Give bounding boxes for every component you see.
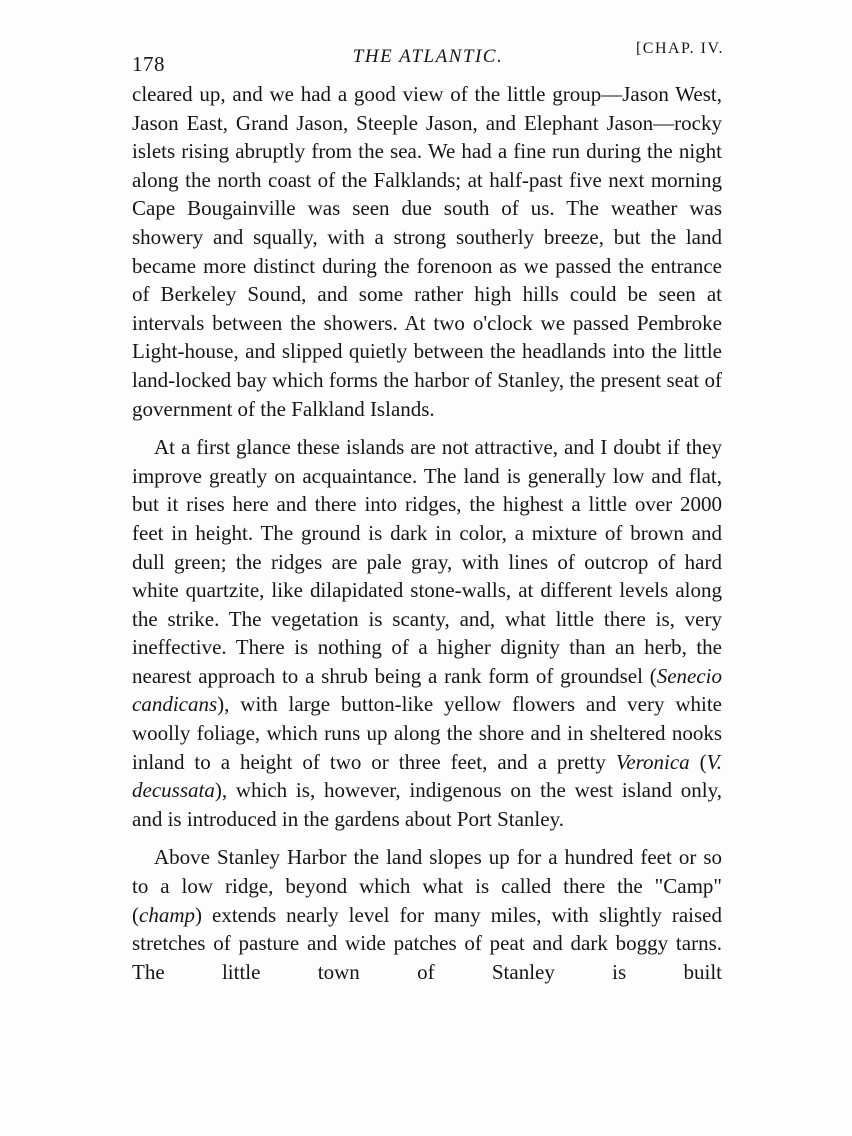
paragraph-2	[132, 433, 722, 833]
page-number: 178	[132, 52, 165, 76]
paragraph-text: At a first glance these islands are not attractive, and I doubt if they improve greatly on acquaintance. The land is generally low and flat, but it rises here and there into ridges, the highest a little over 2000 feet in height. The ground is dark in color, a mixture of brown and dull green; the ridges are pale gray, with lines of outcrop of hard white quartzite, like dilapidated stone-walls, at different levels along the strike. The vegetation is scanty, and, what little there is, very ineffective. There is nothing of a higher dignity than an herb, the nearest approach to a shrub being a rank form of groundsel (	[132, 435, 722, 688]
paragraph-text: Above Stanley Harbor the land slopes up for a hundred feet or so to a low ridge, beyond which what is called there the "Camp" (	[132, 845, 722, 927]
page-header	[132, 40, 724, 76]
species-name-italic: V. decussata	[132, 749, 723, 803]
running-title: THE ATLANTIC.	[352, 46, 504, 67]
paragraph-3	[132, 843, 722, 986]
paragraph-1	[132, 80, 722, 423]
species-name-italic: Senecio candicans	[132, 663, 722, 717]
paragraph-text: cleared up, and we had a good view of the little group—Jason West, Jason East, Grand Jason, Steeple Jason, and Elephant Jason—rocky islets rising abruptly from the sea. We had a fine run during the night along the north coast of the Falklands; at half-past five next morning Cape Bougainville was seen due south of us. The weather was showery and squally, with a strong southerly breeze, but the land became more distinct during the forenoon as we passed the entrance of Berkeley Sound, and some rather high hills could be seen at intervals between the showers. At two o'clock we passed Pembroke Light-house, and slipped quietly between the headlands into the little land-locked bay which forms the harbor of Stanley, the present seat of government of the Falkland Islands.	[132, 82, 722, 421]
chapter-reference: [CHAP. IV.	[635, 40, 724, 57]
paragraph-text: ), which is, however, indigenous on the west island only, and is introduced in the gardens about Port Stanley.	[132, 778, 722, 831]
paragraph-text: ), with large button-like yellow flowers and very white woolly foliage, which runs up along the shore and in sheltered nooks inland to a height of two or three feet, and a pretty	[132, 692, 722, 774]
body-text	[132, 80, 722, 996]
genus-name-italic: Veronica	[615, 749, 690, 774]
foreign-word-italic: champ	[139, 902, 195, 927]
paragraph-text: ) extends nearly level for many miles, with slightly raised stretches of pasture and wide patches of peat and dark boggy tarns. The little town of Stanley is built	[132, 902, 722, 984]
paragraph-text: (	[689, 749, 707, 774]
